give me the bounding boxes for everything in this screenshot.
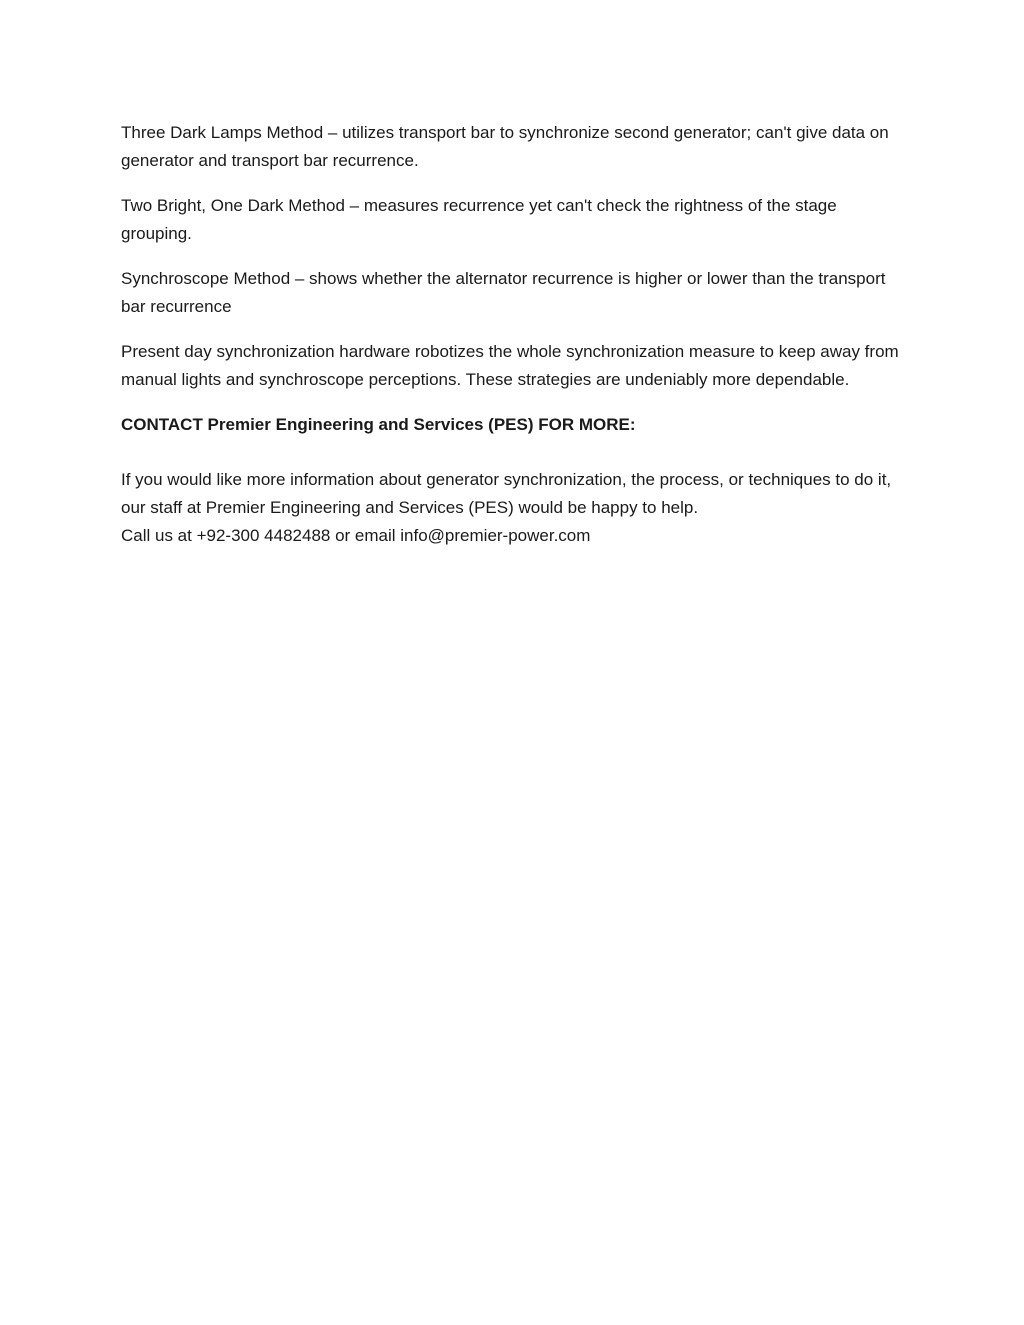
paragraph-present-day: Present day synchronization hardware robotizes the whole synchronization measure to keep away from manual lights and synchroscope perceptions. These strategies are undeniably more dependable. bbox=[121, 342, 899, 389]
paragraph-synchroscope: Synchroscope Method – shows whether the alternator recurrence is higher or lower than the transport bar recurrence bbox=[121, 269, 886, 316]
contact-line: Call us at +92-300 4482488 or email info@premier-power.com bbox=[121, 526, 591, 545]
contact-section bbox=[121, 466, 911, 550]
contact-body: If you would like more information about generator synchronization, the process, or techniques to do it, our staff at Premier Engineering and Services (PES) would be happy to help. bbox=[121, 470, 892, 517]
document-body bbox=[121, 119, 911, 550]
paragraph-three-dark-lamps: Three Dark Lamps Method – utilizes transport bar to synchronize second generator; can't give data on generator and transport bar recurrence. bbox=[121, 123, 889, 170]
contact-heading: CONTACT Premier Engineering and Services (PES) FOR MORE: bbox=[121, 415, 636, 434]
paragraph-two-bright-one-dark: Two Bright, One Dark Method – measures recurrence yet can't check the rightness of the stage grouping. bbox=[121, 196, 837, 243]
